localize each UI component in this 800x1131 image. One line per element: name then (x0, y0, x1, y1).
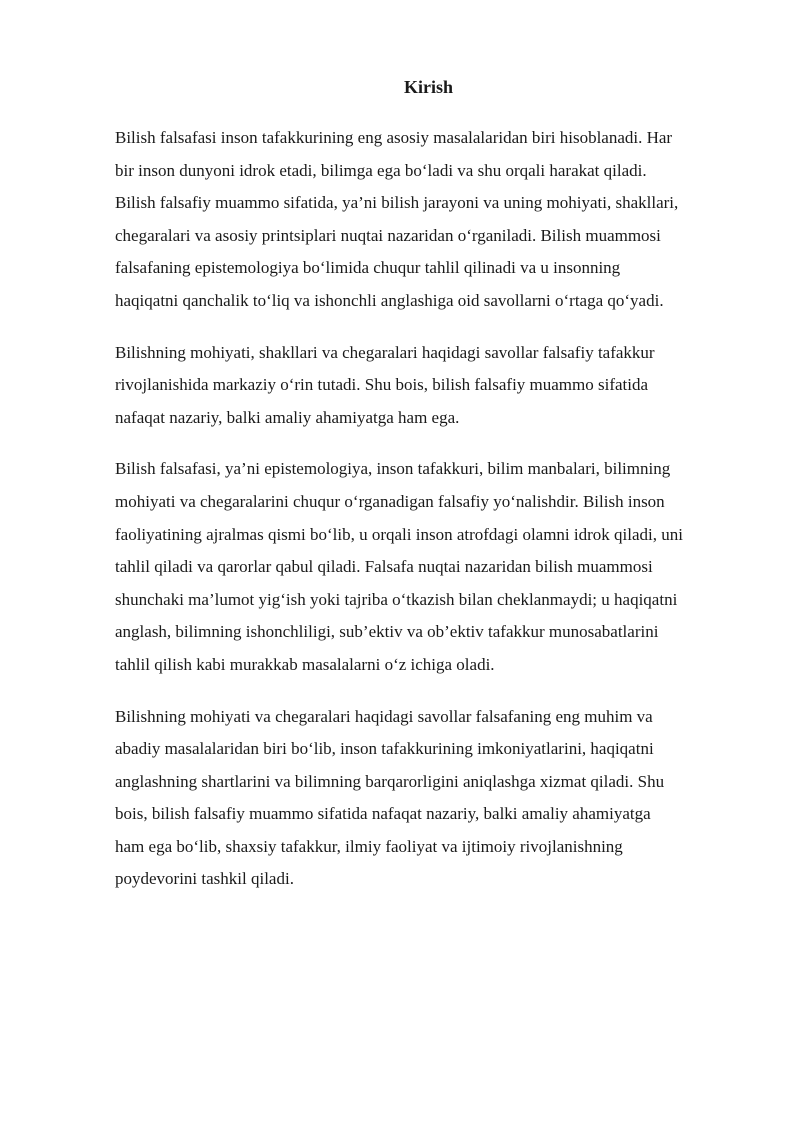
paragraph-2 (115, 337, 755, 435)
paragraph-line: haqiqatni qanchalik to‘liq va ishonchli anglashiga oid savollarni o‘rtaga qo‘yadi. (115, 290, 664, 310)
paragraph-line: poydevorini tashkil qiladi. (115, 869, 294, 889)
paragraph-line: tahlil qiladi va qarorlar qabul qiladi. Falsafa nuqtai nazaridan bilish muammosi (115, 557, 653, 577)
document-body (115, 122, 755, 915)
paragraph-line: anglash, bilimning ishonchliligi, sub’ektiv va ob’ektiv tafakkur munosabatlarini (115, 622, 659, 642)
paragraph-line: faoliyatining ajralmas qismi bo‘lib, u orqali inson atrofdagi olamni idrok qiladi, uni (115, 524, 683, 544)
paragraph-line: anglashning shartlarini va bilimning barqarorligini aniqlashga xizmat qiladi. Shu (115, 771, 665, 791)
paragraph-line: Bilish falsafiy muammo sifatida, ya’ni bilish jarayoni va uning mohiyati, shakllari, (115, 193, 679, 213)
paragraph-line: Bilishning mohiyati va chegaralari haqidagi savollar falsafaning eng muhim va (115, 706, 653, 726)
paragraph-line: Bilish falsafasi inson tafakkurining eng asosiy masalalaridan biri hisoblanadi. Har (115, 128, 673, 147)
paragraph-1 (115, 122, 755, 318)
paragraph-line: falsafaning epistemologiya bo‘limida chuqur tahlil qilinadi va u insonning (115, 258, 621, 278)
paragraph-line: rivojlanishida markaziy o‘rin tutadi. Shu bois, bilish falsafiy muammo sifatida (115, 375, 649, 395)
paragraph-line: mohiyati va chegaralarini chuqur o‘rganadigan falsafiy yo‘nalishdir. Bilish inson (115, 491, 665, 511)
paragraph-line: Bilish falsafasi, ya’ni epistemologiya, inson tafakkuri, bilim manbalari, bilimning (115, 459, 671, 479)
document-title: Kirish (403, 77, 453, 97)
paragraph-line: chegaralari va asosiy printsiplari nuqtai nazaridan o‘rganiladi. Bilish muammosi (115, 225, 661, 245)
paragraph-4 (115, 701, 755, 897)
paragraph-line: nafaqat nazariy, balki amaliy ahamiyatga ham ega. (115, 407, 460, 427)
paragraph-3 (115, 453, 755, 681)
paragraph-line: tahlil qilish kabi murakkab masalalarni o‘z ichiga oladi. (115, 654, 495, 674)
paragraph-line: shunchaki ma’lumot yig‘ish yoki tajriba o‘tkazish bilan cheklanmaydi; u haqiqatni (115, 589, 678, 609)
paragraph-line: abadiy masalalaridan biri bo‘lib, inson tafakkurining imkoniyatlarini, haqiqatni (115, 739, 654, 759)
paragraph-line: bir inson dunyoni idrok etadi, bilimga ega bo‘ladi va shu orqali harakat qiladi. (115, 160, 647, 180)
paragraph-line: bois, bilish falsafiy muammo sifatida nafaqat nazariy, balki amaliy ahamiyatga (115, 804, 651, 824)
paragraph-line: ham ega bo‘lib, shaxsiy tafakkur, ilmiy faoliyat va ijtimoiy rivojlanishning (115, 836, 623, 856)
paragraph-line: Bilishning mohiyati, shakllari va chegaralari haqidagi savollar falsafiy tafakkur (115, 342, 655, 362)
